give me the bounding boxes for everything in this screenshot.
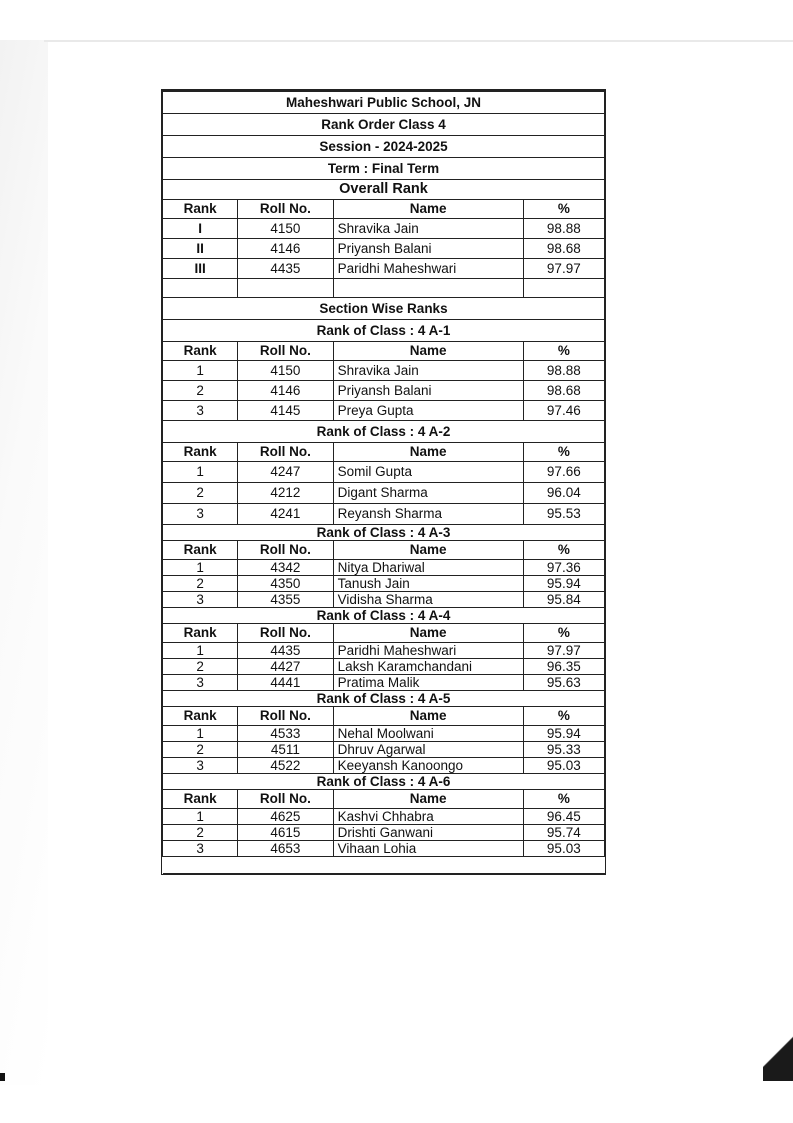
empty-cell xyxy=(238,279,334,298)
percent-cell: 98.88 xyxy=(523,219,604,239)
section-title: Rank of Class : 4 A-3 xyxy=(163,525,605,541)
table-row xyxy=(163,841,605,857)
name-cell: Vidisha Sharma xyxy=(333,592,523,608)
roll-cell: 4342 xyxy=(238,560,334,576)
name-cell: Pratima Malik xyxy=(333,675,523,691)
table-row xyxy=(163,809,605,825)
column-header-percent: % xyxy=(523,790,604,809)
column-header-row xyxy=(163,541,605,560)
name-cell: Somil Gupta xyxy=(333,462,523,483)
percent-cell: 95.03 xyxy=(523,841,604,857)
rank-cell: 2 xyxy=(163,825,238,841)
column-header-rank: Rank xyxy=(163,541,238,560)
name-cell: Nehal Moolwani xyxy=(333,726,523,742)
rank-cell: 2 xyxy=(163,576,238,592)
column-header-name: Name xyxy=(333,200,523,219)
column-header-percent: % xyxy=(523,443,604,462)
school-name: Maheshwari Public School, JN xyxy=(163,92,605,114)
column-header-rank: Rank xyxy=(163,443,238,462)
term-label: Term : Final Term xyxy=(163,158,605,180)
name-cell: Shravika Jain xyxy=(333,219,523,239)
table-row xyxy=(163,361,605,381)
column-header-roll: Roll No. xyxy=(238,790,334,809)
rank-cell: 1 xyxy=(163,809,238,825)
column-header-roll: Roll No. xyxy=(238,707,334,726)
percent-cell: 97.97 xyxy=(523,643,604,659)
rank-cell: 1 xyxy=(163,462,238,483)
document-header xyxy=(163,92,605,200)
rank-cell: 2 xyxy=(163,659,238,675)
overall-rank-block xyxy=(163,200,605,320)
percent-cell: 96.04 xyxy=(523,483,604,504)
percent-cell: 95.94 xyxy=(523,726,604,742)
column-header-row xyxy=(163,443,605,462)
name-cell: Paridhi Maheshwari xyxy=(333,259,523,279)
roll-cell: 4625 xyxy=(238,809,334,825)
name-cell: Digant Sharma xyxy=(333,483,523,504)
roll-cell: 4615 xyxy=(238,825,334,841)
scan-shadow xyxy=(0,40,48,1085)
column-header-row xyxy=(163,200,605,219)
name-cell: Keeyansh Kanoongo xyxy=(333,758,523,774)
column-header-row xyxy=(163,707,605,726)
name-cell: Tanush Jain xyxy=(333,576,523,592)
section-title: Rank of Class : 4 A-1 xyxy=(163,320,605,342)
table-row xyxy=(163,483,605,504)
empty-cell xyxy=(523,279,604,298)
table-row xyxy=(163,259,605,279)
rank-cell: 3 xyxy=(163,592,238,608)
column-header-rank: Rank xyxy=(163,200,238,219)
scan-corner-shadow xyxy=(763,1021,793,1081)
percent-cell: 97.36 xyxy=(523,560,604,576)
column-header-name: Name xyxy=(333,342,523,361)
section-block-a3 xyxy=(163,525,605,608)
column-header-percent: % xyxy=(523,342,604,361)
scan-mark xyxy=(0,1073,5,1081)
percent-cell: 95.03 xyxy=(523,758,604,774)
name-cell: Reyansh Sharma xyxy=(333,504,523,525)
rank-cell: 1 xyxy=(163,361,238,381)
roll-cell: 4150 xyxy=(238,219,334,239)
rank-cell: 3 xyxy=(163,841,238,857)
section-title: Rank of Class : 4 A-6 xyxy=(163,774,605,790)
rank-cell: III xyxy=(163,259,238,279)
roll-cell: 4435 xyxy=(238,643,334,659)
roll-cell: 4653 xyxy=(238,841,334,857)
roll-cell: 4247 xyxy=(238,462,334,483)
rank-sheet xyxy=(161,89,606,875)
roll-cell: 4533 xyxy=(238,726,334,742)
roll-cell: 4212 xyxy=(238,483,334,504)
percent-cell: 98.68 xyxy=(523,381,604,401)
name-cell: Priyansh Balani xyxy=(333,381,523,401)
roll-cell: 4146 xyxy=(238,381,334,401)
percent-cell: 96.35 xyxy=(523,659,604,675)
percent-cell: 95.53 xyxy=(523,504,604,525)
roll-cell: 4350 xyxy=(238,576,334,592)
empty-row xyxy=(163,279,605,298)
column-header-row xyxy=(163,342,605,361)
table-row xyxy=(163,576,605,592)
name-cell: Shravika Jain xyxy=(333,361,523,381)
roll-cell: 4355 xyxy=(238,592,334,608)
name-cell: Laksh Karamchandani xyxy=(333,659,523,675)
table-row xyxy=(163,239,605,259)
column-header-rank: Rank xyxy=(163,624,238,643)
table-row xyxy=(163,401,605,421)
roll-cell: 4145 xyxy=(238,401,334,421)
percent-cell: 98.68 xyxy=(523,239,604,259)
rank-cell: 2 xyxy=(163,381,238,401)
table-row xyxy=(163,742,605,758)
column-header-name: Name xyxy=(333,443,523,462)
table-row xyxy=(163,659,605,675)
rank-cell: I xyxy=(163,219,238,239)
document-title: Rank Order Class 4 xyxy=(163,114,605,136)
empty-row xyxy=(163,857,605,874)
rank-cell: II xyxy=(163,239,238,259)
overall-rank-title: Overall Rank xyxy=(163,180,605,200)
percent-cell: 98.88 xyxy=(523,361,604,381)
rank-cell: 2 xyxy=(163,483,238,504)
rank-cell: 3 xyxy=(163,504,238,525)
column-header-roll: Roll No. xyxy=(238,624,334,643)
session-label: Session - 2024-2025 xyxy=(163,136,605,158)
column-header-rank: Rank xyxy=(163,342,238,361)
percent-cell: 97.97 xyxy=(523,259,604,279)
column-header-name: Name xyxy=(333,541,523,560)
section-title: Rank of Class : 4 A-2 xyxy=(163,421,605,443)
section-block-a5 xyxy=(163,691,605,774)
name-cell: Vihaan Lohia xyxy=(333,841,523,857)
name-cell: Nitya Dhariwal xyxy=(333,560,523,576)
empty-cell xyxy=(163,279,238,298)
name-cell: Drishti Ganwani xyxy=(333,825,523,841)
roll-cell: 4435 xyxy=(238,259,334,279)
scan-edge-line xyxy=(44,40,793,42)
roll-cell: 4427 xyxy=(238,659,334,675)
table-row xyxy=(163,560,605,576)
percent-cell: 97.66 xyxy=(523,462,604,483)
section-block-a1 xyxy=(163,320,605,421)
table-row xyxy=(163,381,605,401)
table-row xyxy=(163,504,605,525)
percent-cell: 95.94 xyxy=(523,576,604,592)
column-header-percent: % xyxy=(523,707,604,726)
rank-cell: 2 xyxy=(163,742,238,758)
section-block-a4 xyxy=(163,608,605,691)
name-cell: Dhruv Agarwal xyxy=(333,742,523,758)
rank-cell: 3 xyxy=(163,758,238,774)
roll-cell: 4150 xyxy=(238,361,334,381)
column-header-rank: Rank xyxy=(163,707,238,726)
percent-cell: 95.84 xyxy=(523,592,604,608)
table-row xyxy=(163,592,605,608)
roll-cell: 4241 xyxy=(238,504,334,525)
section-block-a2 xyxy=(163,421,605,525)
roll-cell: 4146 xyxy=(238,239,334,259)
table-row xyxy=(163,758,605,774)
table-row xyxy=(163,675,605,691)
percent-cell: 97.46 xyxy=(523,401,604,421)
name-cell: Kashvi Chhabra xyxy=(333,809,523,825)
table-row xyxy=(163,643,605,659)
name-cell: Priyansh Balani xyxy=(333,239,523,259)
rank-cell: 3 xyxy=(163,401,238,421)
table-row xyxy=(163,825,605,841)
column-header-percent: % xyxy=(523,200,604,219)
percent-cell: 95.74 xyxy=(523,825,604,841)
rank-cell: 1 xyxy=(163,726,238,742)
section-title: Rank of Class : 4 A-4 xyxy=(163,608,605,624)
column-header-roll: Roll No. xyxy=(238,200,334,219)
section-title: Rank of Class : 4 A-5 xyxy=(163,691,605,707)
name-cell: Preya Gupta xyxy=(333,401,523,421)
empty-cell xyxy=(163,857,605,874)
roll-cell: 4511 xyxy=(238,742,334,758)
section-wise-title: Section Wise Ranks xyxy=(163,298,605,320)
rank-cell: 3 xyxy=(163,675,238,691)
column-header-name: Name xyxy=(333,624,523,643)
empty-cell xyxy=(333,279,523,298)
percent-cell: 96.45 xyxy=(523,809,604,825)
column-header-rank: Rank xyxy=(163,790,238,809)
rank-cell: 1 xyxy=(163,643,238,659)
name-cell: Paridhi Maheshwari xyxy=(333,643,523,659)
percent-cell: 95.63 xyxy=(523,675,604,691)
roll-cell: 4441 xyxy=(238,675,334,691)
roll-cell: 4522 xyxy=(238,758,334,774)
rank-table xyxy=(162,91,605,874)
column-header-row xyxy=(163,624,605,643)
column-header-name: Name xyxy=(333,790,523,809)
column-header-row xyxy=(163,790,605,809)
table-row xyxy=(163,462,605,483)
percent-cell: 95.33 xyxy=(523,742,604,758)
table-row xyxy=(163,219,605,239)
column-header-roll: Roll No. xyxy=(238,342,334,361)
column-header-name: Name xyxy=(333,707,523,726)
column-header-roll: Roll No. xyxy=(238,541,334,560)
rank-cell: 1 xyxy=(163,560,238,576)
column-header-percent: % xyxy=(523,624,604,643)
section-block-a6 xyxy=(163,774,605,874)
column-header-roll: Roll No. xyxy=(238,443,334,462)
table-row xyxy=(163,726,605,742)
column-header-percent: % xyxy=(523,541,604,560)
